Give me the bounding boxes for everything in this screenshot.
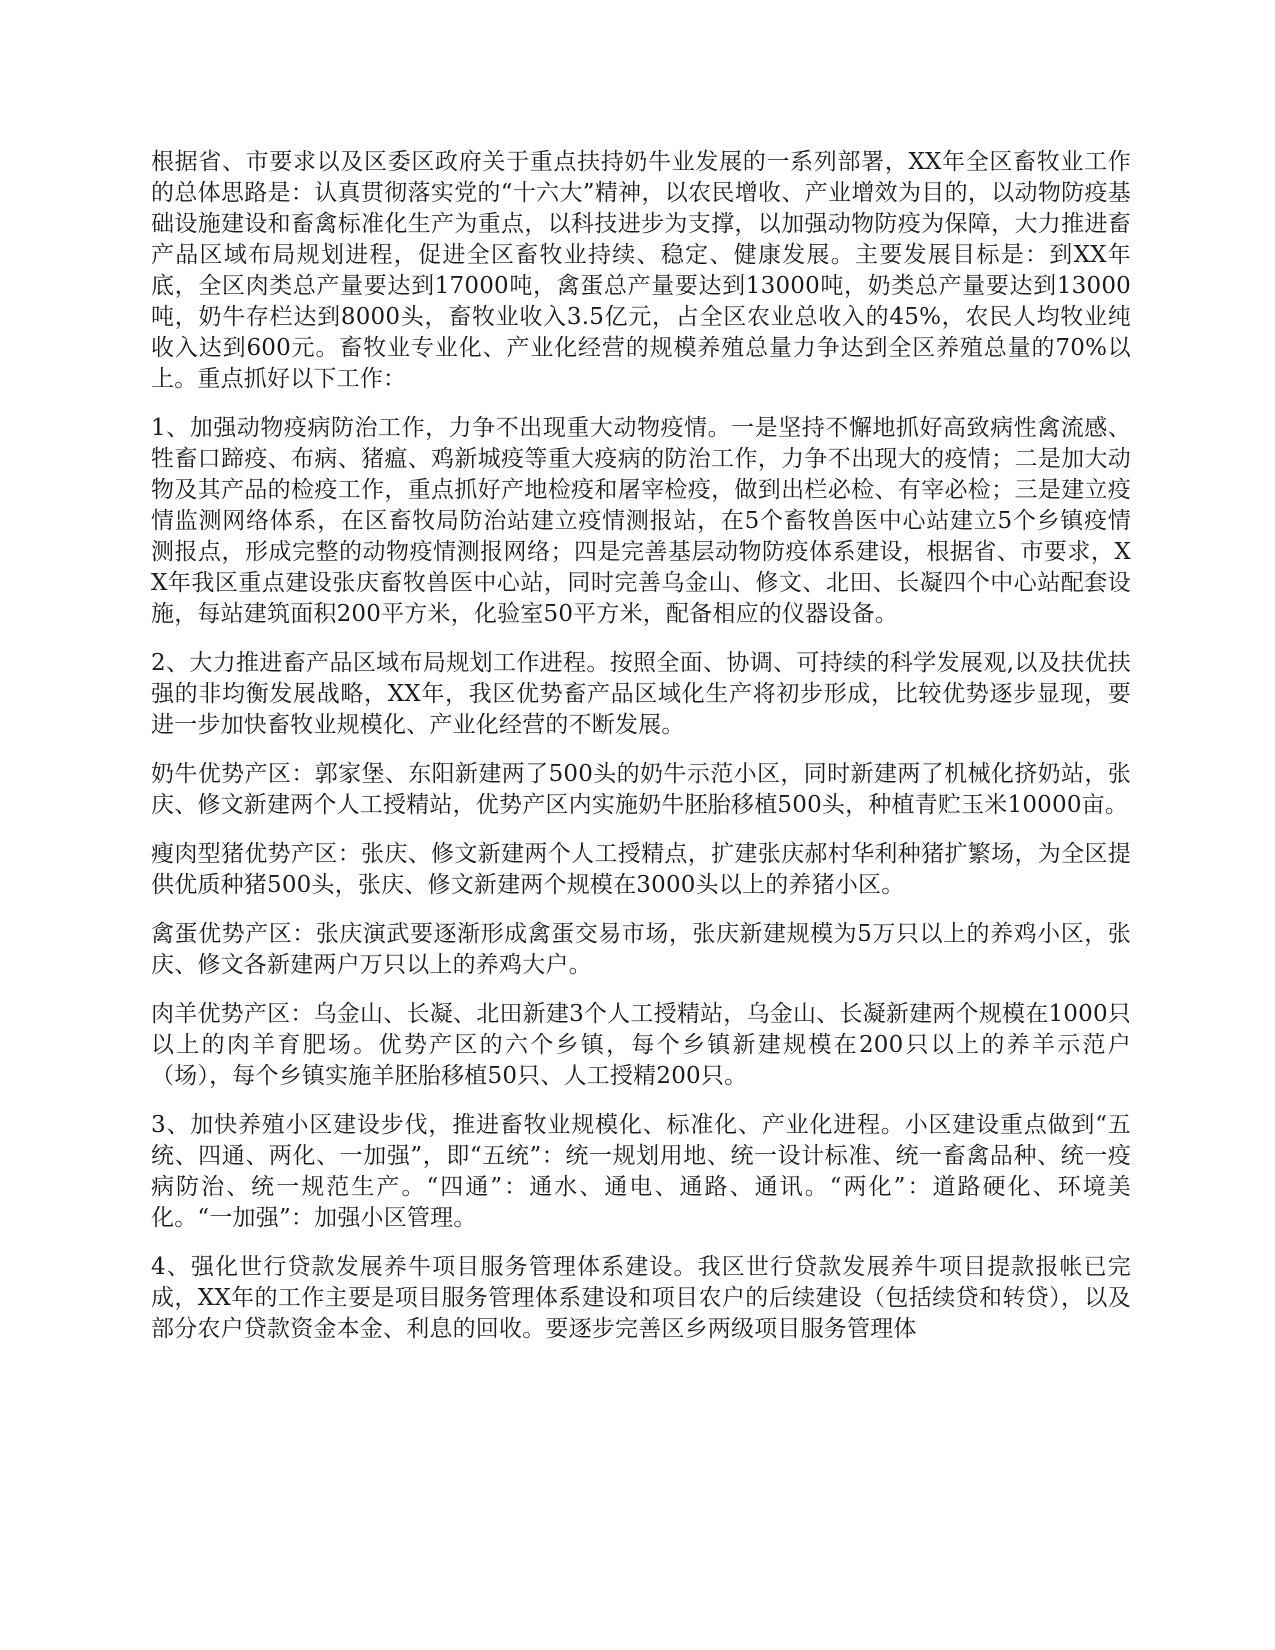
intro-paragraph: 根据省、市要求以及区委区政府关于重点扶持奶牛业发展的一系列部署，XX年全区畜牧业工作的总体思路是：认真贯彻落实党的“十六大”精神，以农民增收、产业增效为目的，以动物防疫基础设施建设和畜禽标准化生产为重点，以科技进步为支撑，以加强动物防疫为保障，大力推进畜产品区域布局规划进程，促进全区畜牧业持续、稳定、健康发展。主要发展目标是：到XX年底，全区肉类总产量要达到17000吨，禽蛋总产量要达到13000吨，奶类总产量要达到13000吨，奶牛存栏达到8000头，畜牧业收入3.5亿元，占全区农业总收入的45%，农民人均牧业纯收入达到600元。畜牧业专业化、产业化经营的规模养殖总量力争达到全区养殖总量的70%以上。重点抓好以下工作： xyxy=(151,149,1131,392)
section-1-paragraph: 1、加强动物疫病防治工作，力争不出现重大动物疫情。一是坚持不懈地抓好高致病性禽流感、牲畜口蹄疫、布病、猪瘟、鸡新城疫等重大疫病的防治工作，力争不出现大的疫情；二是加大动物及其产品的检疫工作，重点抓好产地检疫和屠宰检疫，做到出栏必检、有宰必检；三是建立疫情监测网络体系，在区畜牧局防治站建立疫情测报站，在5个畜牧兽医中心站建立5个乡镇疫情测报点，形成完整的动物疫情测报网络；四是完善基层动物防疫体系建设，根据省、市要求，XX年我区重点建设张庆畜牧兽医中心站，同时完善乌金山、修文、北田、长凝四个中心站配套设施，每站建筑面积200平方米，化验室50平方米，配备相应的仪器设备。 xyxy=(151,415,1131,627)
sheep-region-paragraph: 肉羊优势产区：乌金山、长凝、北田新建3个人工授精站，乌金山、长凝新建两个规模在1000只以上的肉羊育肥场。优势产区的六个乡镇，每个乡镇新建规模在200只以上的养羊示范户（场），每个乡镇实施羊胚胎移植50只、人工授精200只。 xyxy=(151,1001,1131,1089)
egg-region-paragraph: 禽蛋优势产区：张庆演武要逐渐形成禽蛋交易市场，张庆新建规模为5万只以上的养鸡小区，张庆、修文各新建两户万只以上的养鸡大户。 xyxy=(151,921,1131,978)
section-3-paragraph: 3、加快养殖小区建设步伐，推进畜牧业规模化、标准化、产业化进程。小区建设重点做到“五统、四通、两化、一加强”，即“五统”：统一规划用地、统一设计标准、统一畜禽品种、统一疫病防治、统一规范生产。“四通”：通水、通电、通路、通讯。“两化”：道路硬化、环境美化。“一加强”：加强小区管理。 xyxy=(151,1112,1131,1231)
section-2-paragraph: 2、大力推进畜产品区域布局规划工作进程。按照全面、协调、可持续的科学发展观,以及扶优扶强的非均衡发展战略，XX年，我区优势畜产品区域化生产将初步形成，比较优势逐步显现，要进一步加快畜牧业规模化、产业化经营的不断发展。 xyxy=(151,650,1131,738)
section-4-paragraph: 4、强化世行贷款发展养牛项目服务管理体系建设。我区世行贷款发展养牛项目提款报帐已完成，XX年的工作主要是项目服务管理体系建设和项目农户的后续建设（包括续贷和转贷），以及部分农户贷款资金本金、利息的回收。要逐步完善区乡两级项目服务管理体 xyxy=(151,1254,1131,1342)
pig-region-paragraph: 瘦肉型猪优势产区：张庆、修文新建两个人工授精点，扩建张庆郝村华利种猪扩繁场，为全区提供优质种猪500头，张庆、修文新建两个规模在3000头以上的养猪小区。 xyxy=(151,841,1131,898)
document-body xyxy=(151,147,1131,1363)
dairy-region-paragraph: 奶牛优势产区：郭家堡、东阳新建两了500头的奶牛示范小区，同时新建两了机械化挤奶站，张庆、修文新建两个人工授精站，优势产区内实施奶牛胚胎移植500头，种植青贮玉米10000亩。 xyxy=(151,761,1131,818)
